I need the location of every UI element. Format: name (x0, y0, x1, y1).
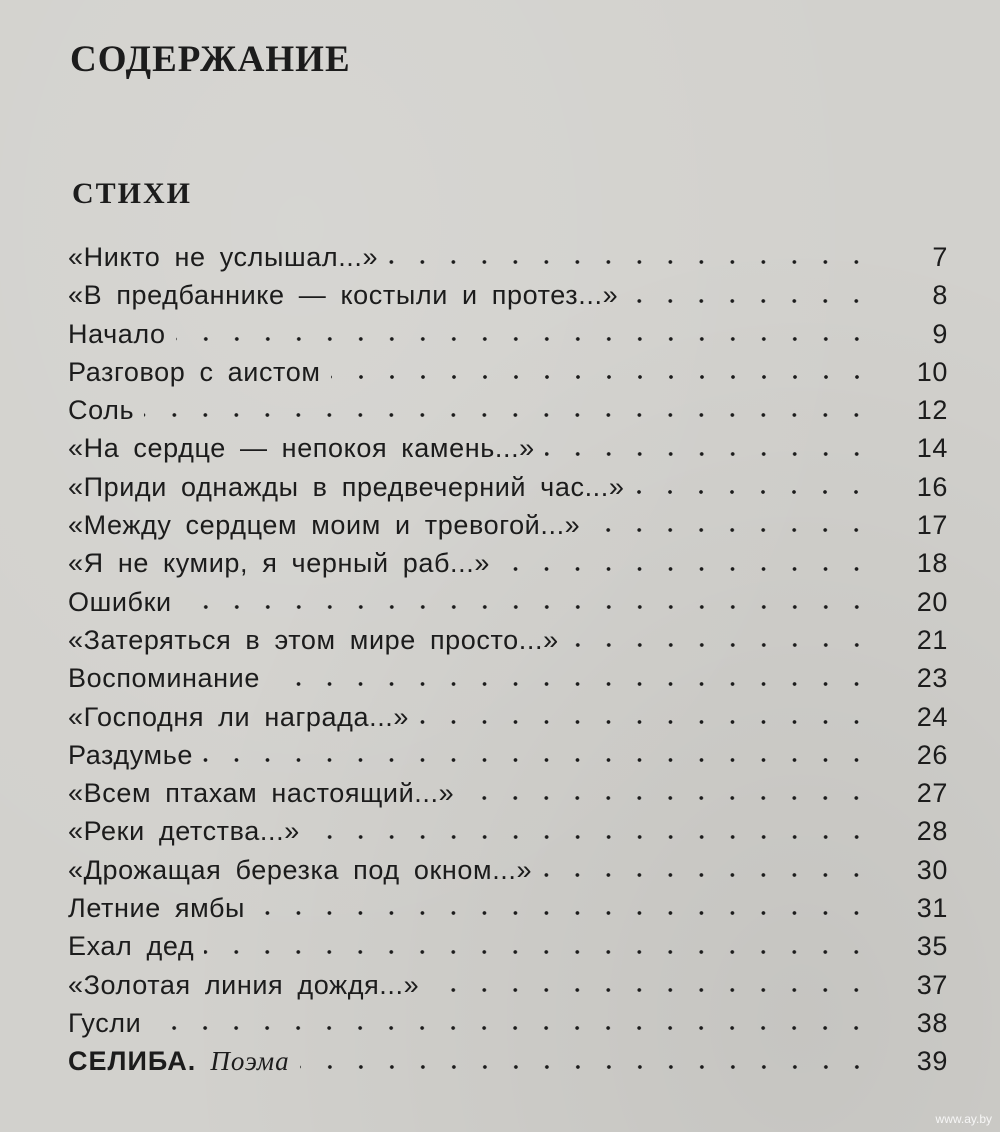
dot-leader (204, 948, 872, 956)
toc-entry (68, 774, 948, 812)
toc-entry-title: «Приди однажды в предвечерний час...» (68, 471, 625, 502)
watermark: www.ay.by (935, 1112, 992, 1126)
toc-entry-page: 38 (916, 1007, 948, 1038)
toc-entry (68, 698, 948, 736)
toc-entry-page: 31 (916, 893, 948, 924)
dot-leader (144, 411, 872, 419)
toc-entry (68, 851, 948, 889)
toc-entry-page: 30 (916, 854, 948, 885)
dot-leader (542, 871, 872, 879)
toc-entry-title: Летние ямбы (68, 893, 246, 924)
toc-entry-title: «Я не кумир, я черный раб...» (68, 548, 490, 579)
toc-entry (68, 276, 948, 314)
toc-entry-page: 8 (932, 280, 948, 311)
toc-entry-page: 17 (916, 510, 948, 541)
toc-entry-title: Соль (68, 395, 135, 426)
dot-leader (255, 909, 872, 917)
toc-entry-page: 35 (916, 931, 948, 962)
toc-entry (68, 468, 948, 506)
toc-entry (68, 736, 948, 774)
toc-entry-poem (68, 1042, 948, 1080)
toc-entry-title: «Между сердцем моим и тревогой...» (68, 510, 581, 541)
toc-entry-title: Раздумье (68, 739, 194, 770)
toc-entry-title: «Золотая линия дождя...» (68, 969, 420, 1000)
toc-entry (68, 621, 948, 659)
toc-entry-title: Воспоминание (68, 663, 260, 694)
toc-entry (68, 812, 948, 850)
toc-entry-page: 39 (916, 1046, 948, 1077)
toc-entry-page: 7 (932, 242, 948, 272)
dot-leader (545, 450, 872, 458)
toc-entry-page: 9 (932, 318, 948, 349)
toc-entry-page: 21 (916, 624, 948, 655)
toc-entry-page: 18 (916, 548, 948, 579)
table-of-contents (68, 238, 948, 1081)
page-title: СОДЕРЖАНИЕ (70, 39, 351, 80)
dot-leader (310, 833, 872, 841)
dot-leader (151, 1024, 872, 1032)
toc-entry-page: 16 (916, 471, 948, 502)
dot-leader (628, 297, 872, 305)
dot-leader (500, 565, 872, 573)
toc-entry-title: «На сердце — непокоя камень...» (68, 433, 535, 464)
toc-entry-title: Разговор с аистом (68, 356, 321, 387)
dot-leader (182, 603, 872, 611)
section-heading: СТИХИ (72, 177, 193, 210)
toc-entry-page: 24 (916, 701, 948, 732)
toc-entry-title: Начало (68, 318, 166, 349)
dot-leader (270, 680, 872, 688)
toc-entry-page: 37 (916, 969, 948, 1000)
toc-entry-title: «Дрожащая березка под окном...» (68, 854, 533, 885)
dot-leader (419, 718, 872, 726)
toc-entry-page: 26 (916, 739, 948, 770)
toc-entry (68, 659, 948, 697)
toc-entry-page: 23 (916, 663, 948, 694)
toc-entry-page: 14 (916, 433, 948, 464)
poem-title: СЕЛИБА. (68, 1046, 197, 1077)
toc-entry (68, 238, 948, 276)
toc-entry-title: «В предбаннике — костыли и протез...» (68, 280, 619, 311)
toc-entry-title (68, 1042, 300, 1080)
dot-leader (300, 1063, 872, 1071)
toc-entry (68, 506, 948, 544)
toc-entry-page: 20 (916, 586, 948, 617)
toc-entry-title: «Реки детства...» (68, 816, 300, 847)
dot-leader (203, 756, 872, 764)
dot-leader (634, 488, 872, 496)
toc-entry-title: «Всем птахам настоящий...» (68, 778, 455, 809)
toc-entry-page: 10 (916, 356, 948, 387)
toc-entry-title: Ехал дед (68, 931, 195, 962)
toc-entry (68, 966, 948, 1004)
toc-entry-page: 28 (916, 816, 948, 847)
toc-entry (68, 315, 948, 353)
dot-leader (569, 641, 872, 649)
toc-entry (68, 544, 948, 582)
dot-leader (429, 986, 872, 994)
toc-entry-title: Гусли (68, 1007, 142, 1038)
toc-entry (68, 927, 948, 965)
toc-entry-page: 12 (916, 395, 948, 426)
toc-entry (68, 353, 948, 391)
dot-leader (464, 794, 872, 802)
toc-entry (68, 583, 948, 621)
toc-entry-title: «Никто не услышал...» (68, 242, 379, 272)
poem-genre: Поэма (210, 1046, 290, 1077)
dot-leader (176, 335, 872, 343)
toc-entry-title: Ошибки (68, 586, 172, 617)
toc-entry (68, 429, 948, 467)
dot-leader (331, 373, 873, 381)
dot-leader (388, 258, 872, 266)
toc-entry (68, 889, 948, 927)
toc-entry-page: 27 (916, 778, 948, 809)
toc-entry-title: «Господня ли награда...» (68, 701, 410, 732)
toc-entry-title: «Затеряться в этом мире просто...» (68, 624, 559, 655)
dot-leader (590, 526, 872, 534)
toc-entry (68, 1004, 948, 1042)
toc-entry (68, 391, 948, 429)
